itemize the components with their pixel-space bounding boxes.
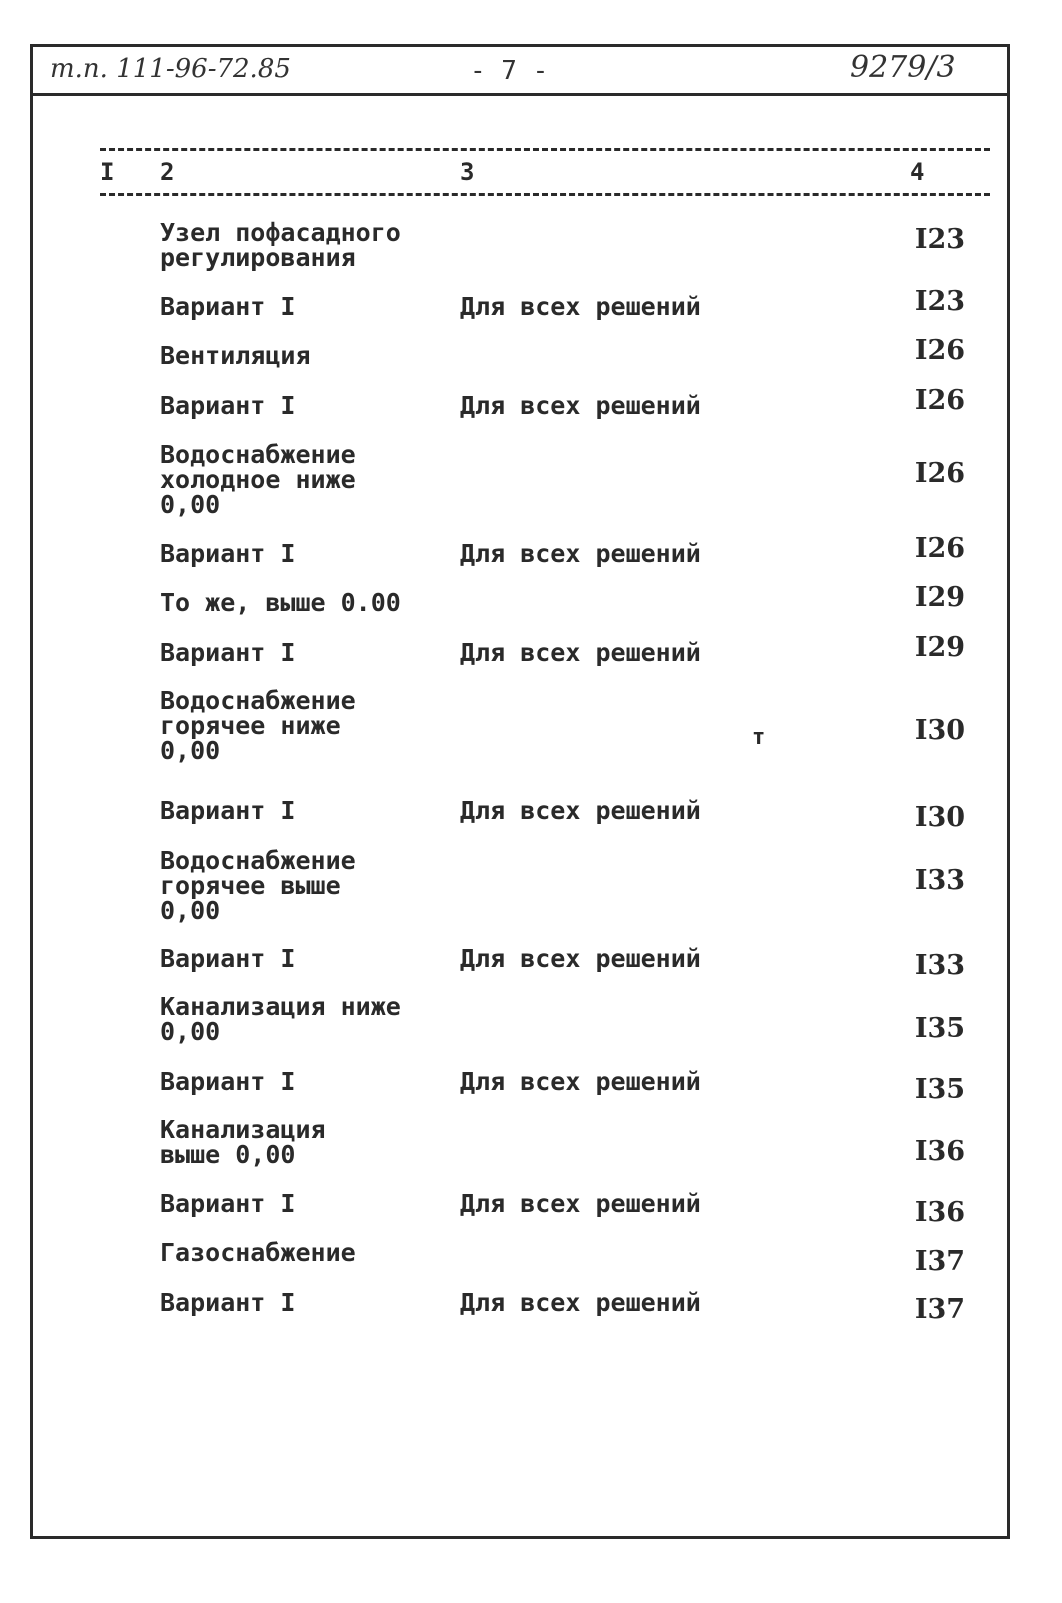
row-title: Вариант I bbox=[160, 1288, 296, 1317]
row-note: Для всех решений bbox=[460, 292, 701, 321]
header-divider-bottom bbox=[100, 193, 990, 196]
row-title: Вентиляция bbox=[160, 341, 311, 370]
row-title: Канализация выше 0,00 bbox=[160, 1115, 326, 1169]
row-title: То же, выше 0.00 bbox=[160, 588, 401, 617]
row-title: Вариант I bbox=[160, 1067, 296, 1096]
title-stamp bbox=[30, 44, 1010, 96]
row-title: Вариант I bbox=[160, 944, 296, 973]
row-page: I33 bbox=[914, 950, 966, 981]
column-header-3: 3 bbox=[460, 158, 475, 186]
row-page: I37 bbox=[914, 1294, 966, 1325]
row-title: Водоснабжение холодное ниже 0,00 bbox=[160, 440, 356, 519]
row-page: I37 bbox=[914, 1246, 966, 1277]
row-note: Для всех решений bbox=[460, 539, 701, 568]
row-page: I26 bbox=[914, 458, 966, 489]
row-note: Для всех решений bbox=[460, 391, 701, 420]
header-divider-top bbox=[100, 148, 990, 151]
row-title: Канализация ниже 0,00 bbox=[160, 992, 401, 1046]
row-note: Для всех решений bbox=[460, 1189, 701, 1218]
row-page: I36 bbox=[914, 1197, 966, 1228]
column-header-4: 4 bbox=[910, 158, 925, 186]
column-header-2: 2 bbox=[160, 158, 175, 186]
row-title: Вариант I bbox=[160, 796, 296, 825]
row-note: Для всех решений bbox=[460, 796, 701, 825]
row-page: I30 bbox=[914, 715, 966, 746]
row-page: I33 bbox=[914, 865, 966, 896]
row-page: I30 bbox=[914, 802, 966, 833]
row-title: Вариант I bbox=[160, 539, 296, 568]
page-number: - 7 - bbox=[470, 56, 549, 86]
row-page: I29 bbox=[914, 582, 966, 613]
row-page: I29 bbox=[914, 632, 966, 663]
document-code: т.п. 111-96-72.85 bbox=[50, 54, 291, 84]
row-title: Вариант I bbox=[160, 638, 296, 667]
row-page: I35 bbox=[914, 1074, 966, 1105]
row-note: Для всех решений bbox=[460, 1288, 701, 1317]
row-title: Вариант I bbox=[160, 292, 296, 321]
row-note: Для всех решений bbox=[460, 944, 701, 973]
row-page: I26 bbox=[914, 335, 966, 366]
row-title: Водоснабжение горячее выше 0,00 bbox=[160, 846, 356, 925]
row-page: I35 bbox=[914, 1013, 966, 1044]
row-title: Вариант I bbox=[160, 1189, 296, 1218]
row-note: Для всех решений bbox=[460, 638, 701, 667]
row-page: I36 bbox=[914, 1136, 966, 1167]
row-title: Водоснабжение горячее ниже 0,00 bbox=[160, 686, 356, 765]
row-title: Вариант I bbox=[160, 391, 296, 420]
row-page: I26 bbox=[914, 385, 966, 416]
stray-mark: т bbox=[752, 725, 766, 750]
row-page: I23 bbox=[914, 286, 966, 317]
row-page: I23 bbox=[914, 224, 966, 255]
row-page: I26 bbox=[914, 533, 966, 564]
row-note: Для всех решений bbox=[460, 1067, 701, 1096]
row-title: Газоснабжение bbox=[160, 1238, 356, 1267]
sheet-code: 9279/3 bbox=[850, 50, 956, 85]
row-title: Узел пофасадного регулирования bbox=[160, 218, 401, 272]
column-header-1: I bbox=[100, 158, 115, 186]
